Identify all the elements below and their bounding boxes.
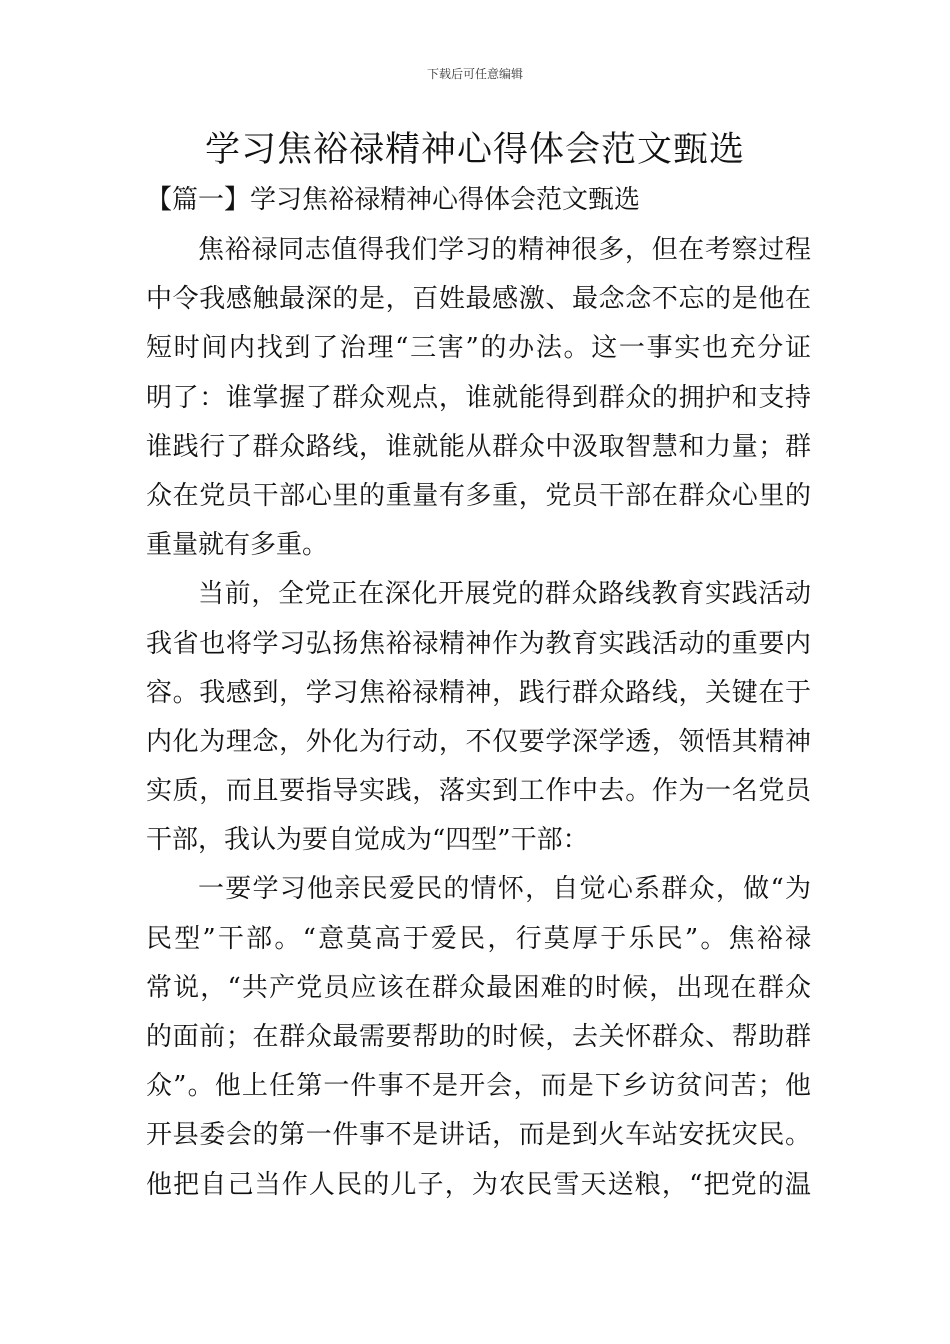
text-line: 明了：谁掌握了群众观点，谁就能得到群众的拥护和支持 <box>146 382 811 413</box>
text-line: 他把自己当作人民的儿子，为农民雪天送粮，“把党的温 <box>146 1169 811 1200</box>
header-note: 下载后可任意编辑 <box>426 67 523 81</box>
text-line: 开县委会的第一件事不是讲话，而是到火车站安抚灾民。 <box>146 1120 811 1151</box>
text-line: 重量就有多重。 <box>146 530 329 561</box>
text-line: 众在党员干部心里的重量有多重，党员干部在群众心里的 <box>146 480 811 511</box>
text-line: 常说，“共产党员应该在群众最困难的时候，出现在群众 <box>146 972 811 1003</box>
text-line: 众”。他上任第一件事不是开会，而是下乡访贫问苦；他 <box>146 1071 811 1102</box>
text-line: 中令我感触最深的是，百姓最感激、最念念不忘的是他在 <box>146 284 811 315</box>
text-line: 谁践行了群众路线，谁就能从群众中汲取智慧和力量；群 <box>146 431 811 462</box>
section-heading: 【篇一】学习焦裕禄精神心得体会范文甄选 <box>146 185 641 215</box>
text-line: 短时间内找到了治理“三害”的办法。这一事实也充分证 <box>146 333 811 364</box>
text-line: 当前，全党正在深化开展党的群众路线教育实践活动 <box>198 579 811 610</box>
text-line: 民型”干部。“意莫高于爱民，行莫厚于乐民”。焦裕禄 <box>146 923 811 954</box>
text-line: 干部，我认为要自觉成为“四型”干部： <box>146 825 589 856</box>
text-line: 我省也将学习弘扬焦裕禄精神作为教育实践活动的重要内 <box>146 628 811 659</box>
body-text <box>146 226 811 1210</box>
text-line: 内化为理念，外化为行动，不仅要学深学透，领悟其精神 <box>146 726 811 757</box>
text-line: 实质，而且要指导实践，落实到工作中去。作为一名党员 <box>146 776 811 807</box>
text-line: 容。我感到，学习焦裕禄精神，践行群众路线，关键在于 <box>146 677 811 708</box>
document-title: 学习焦裕禄精神心得体会范文甄选 <box>204 130 745 170</box>
text-line: 一要学习他亲民爱民的情怀，自觉心系群众，做“为 <box>198 874 811 905</box>
text-line: 焦裕禄同志值得我们学习的精神很多，但在考察过程 <box>198 235 811 265</box>
text-line: 的面前；在群众最需要帮助的时候，去关怀群众、帮助群 <box>146 1022 811 1052</box>
